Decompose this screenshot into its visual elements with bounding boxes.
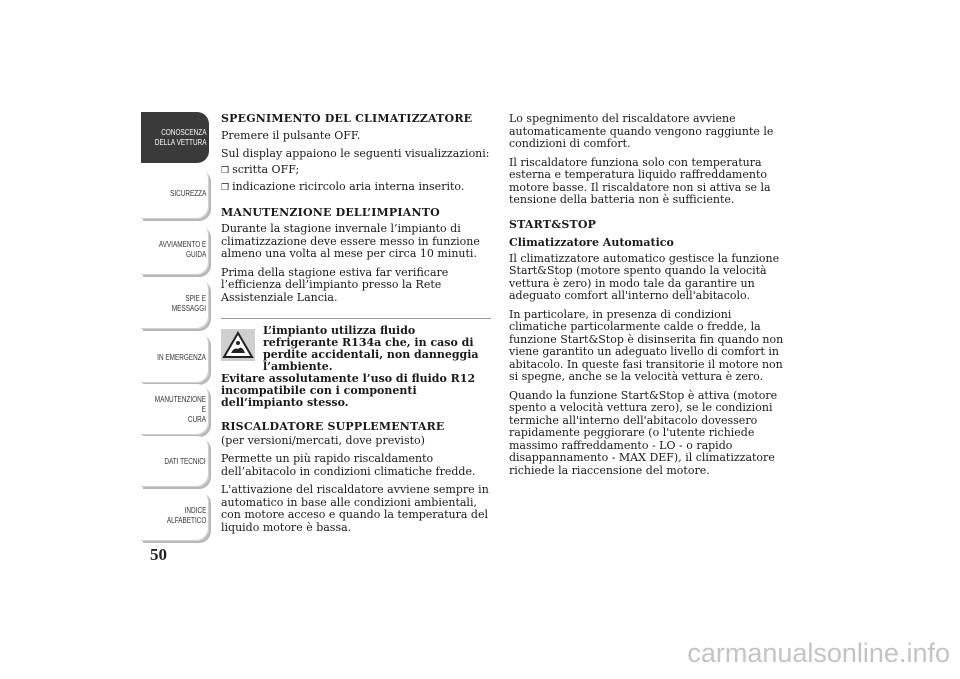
tab-label: AVVIAMENTO E GUIDA bbox=[158, 239, 206, 259]
tab-spie[interactable] bbox=[141, 278, 209, 329]
paragraph: L'attivazione del riscaldatore avviene sempre in automatico in base alle condizioni ambientali, con motore acceso e quando la temperatura del liquido motore è bassa. bbox=[221, 483, 489, 534]
paragraph: Durante la stagione invernale l’impianto di climatizzazione deve essere messo in funzione almeno una volta al mese per circa 10 minuti. bbox=[221, 222, 480, 260]
checkbox-icon: ❒ bbox=[221, 183, 230, 193]
paragraph: Il climatizzatore automatico gestisce la funzione Start&Stop (motore spento quando la velocità vettura è zero) in modo tale da garantire un adeguato comfort all'interno dell'abitacolo. bbox=[509, 251, 780, 302]
section-heading: RISCALDATORE SUPPLEMENTARE bbox=[221, 420, 445, 433]
tab-sicurezza[interactable] bbox=[141, 168, 209, 219]
tab-label: SPIE E MESSAGGI bbox=[171, 293, 206, 313]
checkbox-icon: ❒ bbox=[221, 165, 230, 176]
tab-label: SICUREZZA bbox=[169, 188, 206, 198]
tab-avviamento[interactable] bbox=[141, 224, 209, 275]
tab-label: DATI TECNICI bbox=[164, 456, 206, 466]
tab-conoscenza[interactable] bbox=[141, 112, 209, 163]
warning-lead: L’impianto utilizza fluido refrigerante R134a che, in caso di perdite accidentali, non danneggia l’ambiente. bbox=[263, 324, 479, 373]
paragraph: Quando la funzione Start&Stop è attiva (motore spento a velocità vettura zero), se le condizioni termiche all'interno dell'abitacolo dovessero rapidamente peggiorare (o l'utente richiede massimo raffreddamento - LO - o rapido disappannamento - MAX DEF), il climatizzatore richiede la riaccensione del motore. bbox=[509, 388, 778, 477]
tab-label: MANUTENZIONE E CURA bbox=[154, 394, 206, 424]
paragraph: Sul display appaiono le seguenti visualizzazioni: bbox=[221, 147, 490, 160]
paragraph: Prima della stagione estiva far verificare l’efficienza dell’impianto presso la Rete Assistenziale Lancia. bbox=[221, 265, 449, 304]
tab-dati-tecnici[interactable] bbox=[141, 436, 209, 487]
subsection-heading: Climatizzatore Automatico bbox=[509, 236, 674, 249]
warning-box bbox=[221, 318, 491, 409]
paragraph: In particolare, in presenza di condizioni climatiche particolarmente calde o fredde, la funzione Start&Stop è disinserita fin quando non viene garantito un adeguato livello di comfort in abitacolo. In queste fasi transitorie il motore non si spegne, anche se la velocità vettura è zero. bbox=[509, 307, 784, 383]
list-item-text: scritta OFF; bbox=[232, 162, 300, 176]
paragraph: (per versioni/mercati, dove previsto) bbox=[221, 433, 425, 447]
paragraph: Permette un più rapido riscaldamento dell’abitacolo in condizioni climatiche fredde. bbox=[221, 452, 476, 478]
list-item-text: indicazione ricircolo aria interna inserito. bbox=[232, 180, 465, 193]
paragraph: Il riscaldatore funziona solo con temperatura esterna e temperatura liquido raffreddamento motore basse. Il riscaldatore non si attiva se la tensione della batteria non è sufficiente. bbox=[509, 155, 771, 206]
tab-label: INDICE ALFABETICO bbox=[166, 505, 206, 525]
page-number: 50 bbox=[150, 545, 167, 564]
list-item bbox=[221, 164, 491, 178]
tab-manutenzione[interactable] bbox=[141, 384, 209, 435]
section-heading: SPEGNIMENTO DEL CLIMATIZZATORE bbox=[221, 112, 473, 125]
paragraph: Premere il pulsante OFF. bbox=[221, 128, 361, 142]
list-item bbox=[221, 181, 491, 195]
warning-rest: Evitare assolutamente l’uso di fluido R12 incompatibile con i componenti dell’impianto stesso. bbox=[221, 372, 476, 409]
watermark-text: carmanualsonline.info bbox=[687, 638, 950, 668]
environment-warning-icon bbox=[221, 329, 255, 361]
paragraph: Lo spegnimento del riscaldatore avviene automaticamente quando vengono raggiunte le condizioni di comfort. bbox=[509, 112, 774, 150]
tab-indice[interactable] bbox=[141, 490, 209, 541]
tab-emergenza[interactable] bbox=[141, 332, 209, 383]
left-column bbox=[221, 113, 491, 540]
right-column bbox=[509, 113, 787, 483]
section-heading: START&STOP bbox=[509, 217, 597, 231]
tab-label: CONOSCENZA DELLA VETTURA bbox=[154, 127, 206, 147]
tab-label: IN EMERGENZA bbox=[157, 352, 206, 362]
section-heading: MANUTENZIONE DELL’IMPIANTO bbox=[221, 205, 440, 219]
